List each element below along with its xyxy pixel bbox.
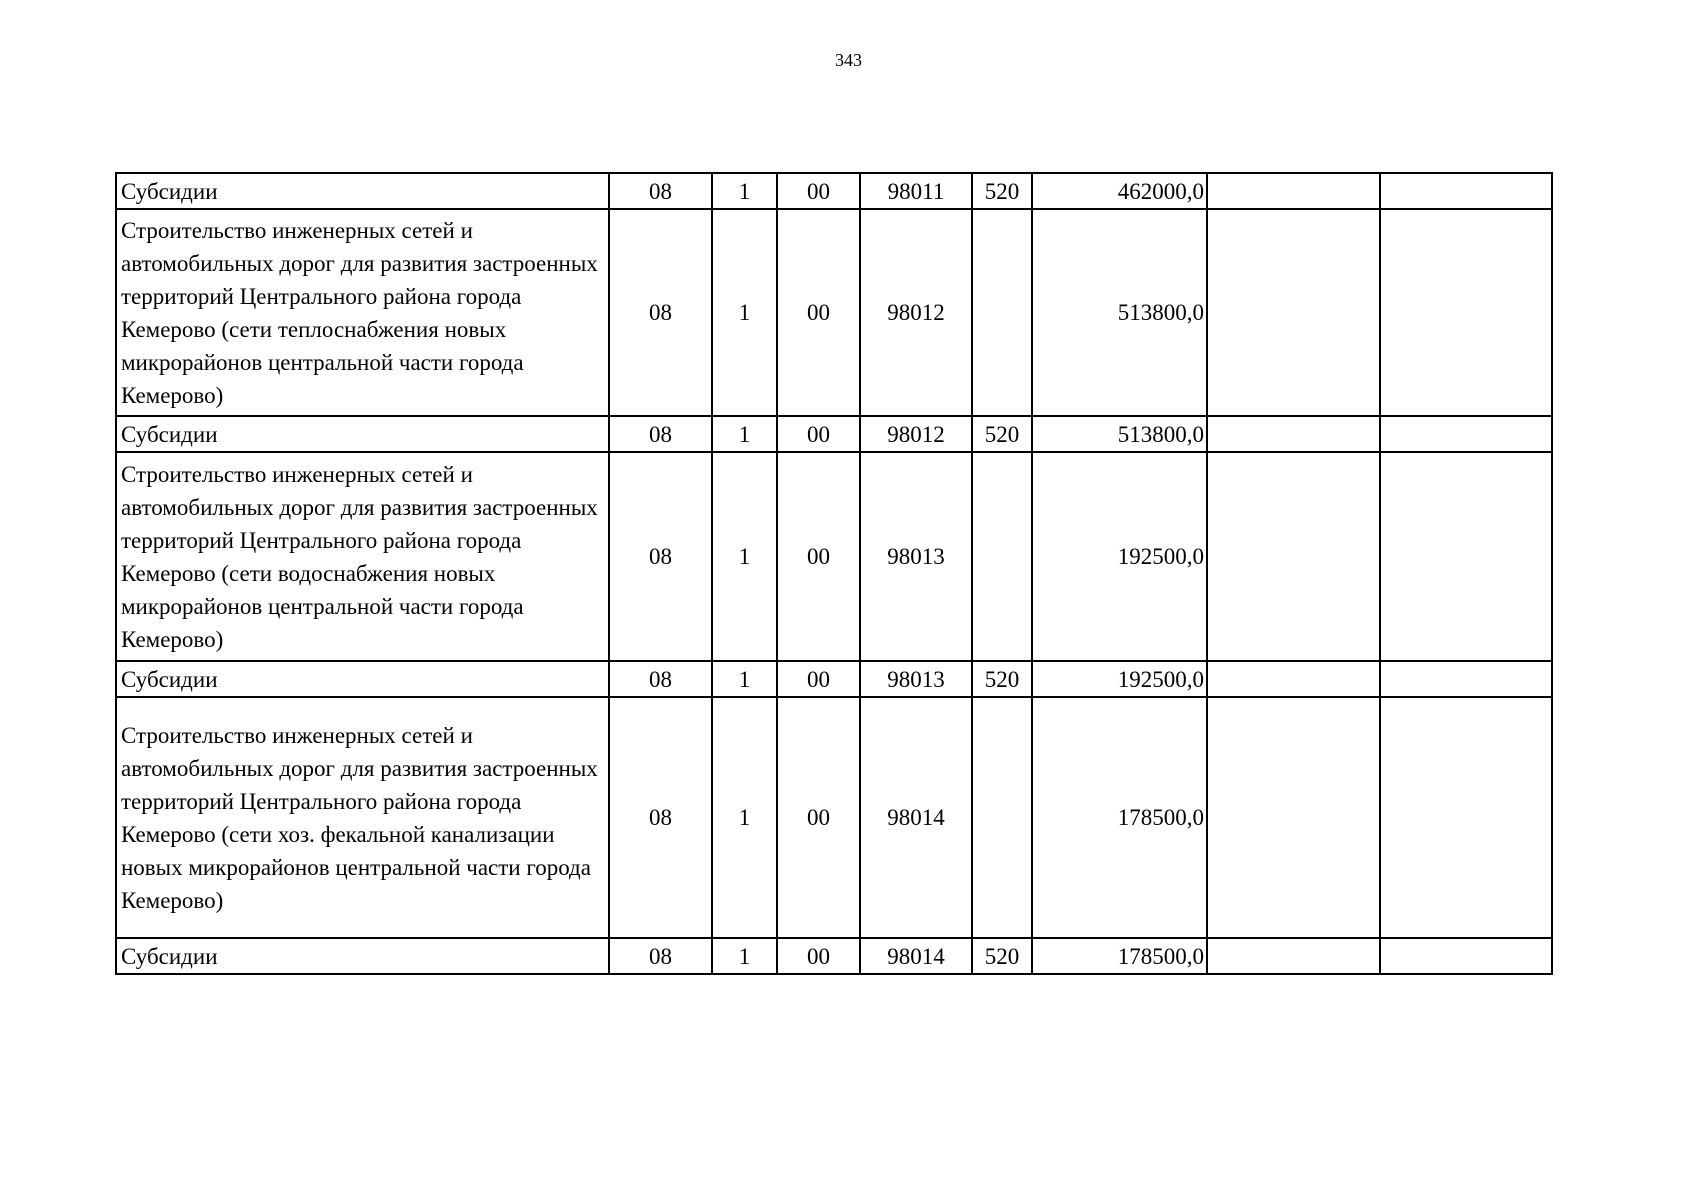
section-code-cell: 08 xyxy=(609,209,712,416)
empty-cell xyxy=(1380,209,1552,416)
section-code-cell: 08 xyxy=(609,697,712,938)
expense-type-cell: 520 xyxy=(972,173,1032,209)
empty-cell xyxy=(1207,173,1380,209)
empty-cell xyxy=(1207,452,1380,661)
row-name-cell: Строительство инженерных сетей и автомобильных дорог для развития застроенных территорий Центрального района города Кемерово (сети теплоснабжения новых микрорайонов центральной части города Кемерово) xyxy=(116,209,609,416)
subprogram-code-cell: 00 xyxy=(777,697,860,938)
empty-cell xyxy=(1380,452,1552,661)
target-article-cell: 98013 xyxy=(860,452,972,661)
empty-cell xyxy=(1207,661,1380,697)
page-number: 343 xyxy=(835,50,862,70)
table-row xyxy=(116,938,1552,974)
target-article-cell: 98012 xyxy=(860,416,972,452)
row-name-cell: Строительство инженерных сетей и автомобильных дорог для развития застроенных территорий Центрального района города Кемерово (сети водоснабжения новых микрорайонов центральной части города Кемерово) xyxy=(116,452,609,661)
subprogram-code-cell: 00 xyxy=(777,661,860,697)
row-name-cell: Субсидии xyxy=(116,173,609,209)
row-name-cell: Субсидии xyxy=(116,661,609,697)
amount-cell: 462000,0 xyxy=(1032,173,1207,209)
subprogram-code-cell: 00 xyxy=(777,938,860,974)
expense-type-cell xyxy=(972,209,1032,416)
subprogram-code-cell: 00 xyxy=(777,209,860,416)
row-name-cell: Строительство инженерных сетей и автомобильных дорог для развития застроенных территорий Центрального района города Кемерово (сети хоз. фекальной канализации новых микрорайонов центральной части города Кемерово) xyxy=(116,697,609,938)
target-article-cell: 98011 xyxy=(860,173,972,209)
expense-type-cell xyxy=(972,697,1032,938)
subprogram-code-cell: 00 xyxy=(777,416,860,452)
expense-type-cell: 520 xyxy=(972,938,1032,974)
amount-cell: 513800,0 xyxy=(1032,209,1207,416)
empty-cell xyxy=(1207,209,1380,416)
target-article-cell: 98012 xyxy=(860,209,972,416)
empty-cell xyxy=(1380,938,1552,974)
target-article-cell: 98014 xyxy=(860,938,972,974)
expense-type-cell: 520 xyxy=(972,661,1032,697)
program-code-cell: 1 xyxy=(712,661,777,697)
table-row xyxy=(116,452,1552,661)
program-code-cell: 1 xyxy=(712,697,777,938)
table-row xyxy=(116,697,1552,938)
amount-cell: 192500,0 xyxy=(1032,661,1207,697)
program-code-cell: 1 xyxy=(712,416,777,452)
program-code-cell: 1 xyxy=(712,209,777,416)
program-code-cell: 1 xyxy=(712,452,777,661)
target-article-cell: 98014 xyxy=(860,697,972,938)
empty-cell xyxy=(1380,173,1552,209)
subprogram-code-cell: 00 xyxy=(777,173,860,209)
amount-cell: 513800,0 xyxy=(1032,416,1207,452)
table-row xyxy=(116,173,1552,209)
target-article-cell: 98013 xyxy=(860,661,972,697)
amount-cell: 192500,0 xyxy=(1032,452,1207,661)
section-code-cell: 08 xyxy=(609,173,712,209)
budget-table xyxy=(115,172,1553,975)
empty-cell xyxy=(1380,661,1552,697)
empty-cell xyxy=(1380,416,1552,452)
expense-type-cell: 520 xyxy=(972,416,1032,452)
row-name-cell: Субсидии xyxy=(116,938,609,974)
program-code-cell: 1 xyxy=(712,938,777,974)
section-code-cell: 08 xyxy=(609,938,712,974)
amount-cell: 178500,0 xyxy=(1032,697,1207,938)
empty-cell xyxy=(1207,697,1380,938)
expense-type-cell xyxy=(972,452,1032,661)
empty-cell xyxy=(1207,416,1380,452)
amount-cell: 178500,0 xyxy=(1032,938,1207,974)
empty-cell xyxy=(1207,938,1380,974)
table-row xyxy=(116,661,1552,697)
section-code-cell: 08 xyxy=(609,661,712,697)
empty-cell xyxy=(1380,697,1552,938)
row-name-cell: Субсидии xyxy=(116,416,609,452)
subprogram-code-cell: 00 xyxy=(777,452,860,661)
section-code-cell: 08 xyxy=(609,416,712,452)
section-code-cell: 08 xyxy=(609,452,712,661)
program-code-cell: 1 xyxy=(712,173,777,209)
table-row xyxy=(116,209,1552,416)
table-row xyxy=(116,416,1552,452)
